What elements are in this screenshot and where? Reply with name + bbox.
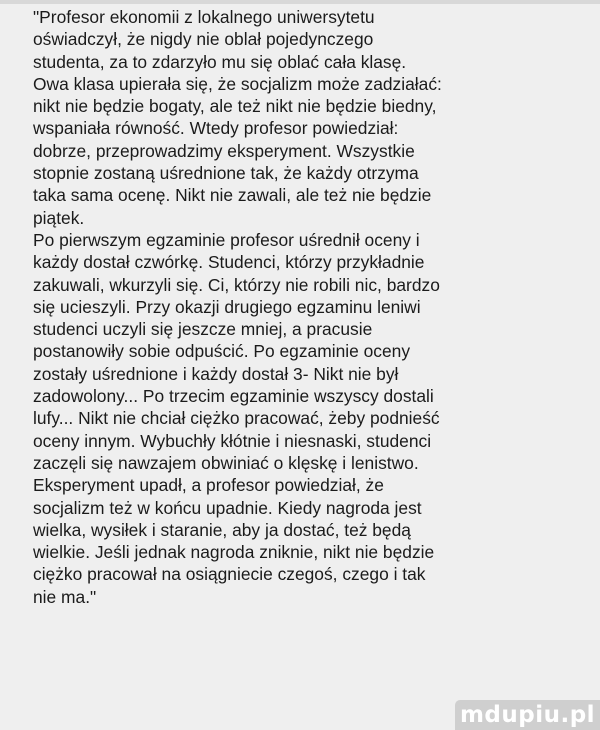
- text-line: wielkie. Jeśli jednak nagroda zniknie, nikt nie będzie: [33, 542, 435, 563]
- text-line: Eksperyment upadł, a profesor powiedział, że: [33, 475, 384, 496]
- text-line: nikt nie będzie bogaty, ale też nikt nie będzie biedny,: [33, 96, 437, 117]
- text-line: postanowiły sobie odpuścić. Po egzaminie oceny: [33, 341, 411, 362]
- text-line: zostały uśrednione i każdy dostał 3- Nikt nie był: [33, 363, 399, 384]
- text-line: Owa klasa upierała się, że socjalizm może zadziałać:: [33, 73, 442, 94]
- text-line: piątek.: [33, 207, 85, 228]
- text-line: zadowolony... Po trzecim egzaminie wszyscy dostali: [33, 386, 434, 407]
- text-line: wielka, wysiłek i staranie, aby ja dostać, też będą: [33, 519, 411, 540]
- text-line: Po pierwszym egzaminie profesor uśrednił oceny i: [33, 229, 420, 250]
- top-divider: [0, 0, 600, 4]
- text-line: się ucieszyli. Przy okazji drugiego egzaminu leniwi: [33, 296, 421, 317]
- text-line: studenta, za to zdarzyło mu się oblać cała klasę.: [33, 51, 407, 72]
- text-line: socjalizm też w końcu upadnie. Kiedy nagroda jest: [33, 497, 422, 518]
- text-line: oświadczył, że nigdy nie oblał pojedynczego: [33, 29, 374, 50]
- watermark-logo: mdupiu.pl: [455, 700, 600, 730]
- text-line: każdy dostał czwórkę. Studenci, którzy przykładnie: [33, 252, 425, 273]
- text-line: lufy... Nikt nie chciał ciężko pracować, żeby podnieść: [33, 408, 440, 429]
- text-line: ciężko pracował na osiągniecie czegoś, czego i tak: [33, 564, 426, 585]
- text-line: taka sama ocenę. Nikt nie zawali, ale też nie będzie: [33, 185, 432, 206]
- text-line: dobrze, przeprowadzimy eksperyment. Wszystkie: [33, 140, 415, 161]
- text-line: wspaniała równość. Wtedy profesor powiedział:: [33, 118, 399, 139]
- text-line: oceny innym. Wybuchły kłótnie i niesnaski, studenci: [33, 430, 432, 451]
- text-line: studenci uczyli się jeszcze mniej, a pracusie: [33, 319, 373, 340]
- text-line: "Profesor ekonomii z lokalnego uniwersytetu: [33, 7, 375, 27]
- text-line: zaczęli się nawzajem obwiniać o klęskę i lenistwo.: [33, 452, 419, 473]
- text-line: nie ma.": [33, 586, 97, 607]
- post-text: [33, 6, 563, 608]
- text-line: stopnie zostaną uśrednione tak, że każdy otrzyma: [33, 163, 419, 184]
- text-line: zakuwali, wkurzyli się. Ci, którzy nie robili nic, bardzo: [33, 274, 440, 295]
